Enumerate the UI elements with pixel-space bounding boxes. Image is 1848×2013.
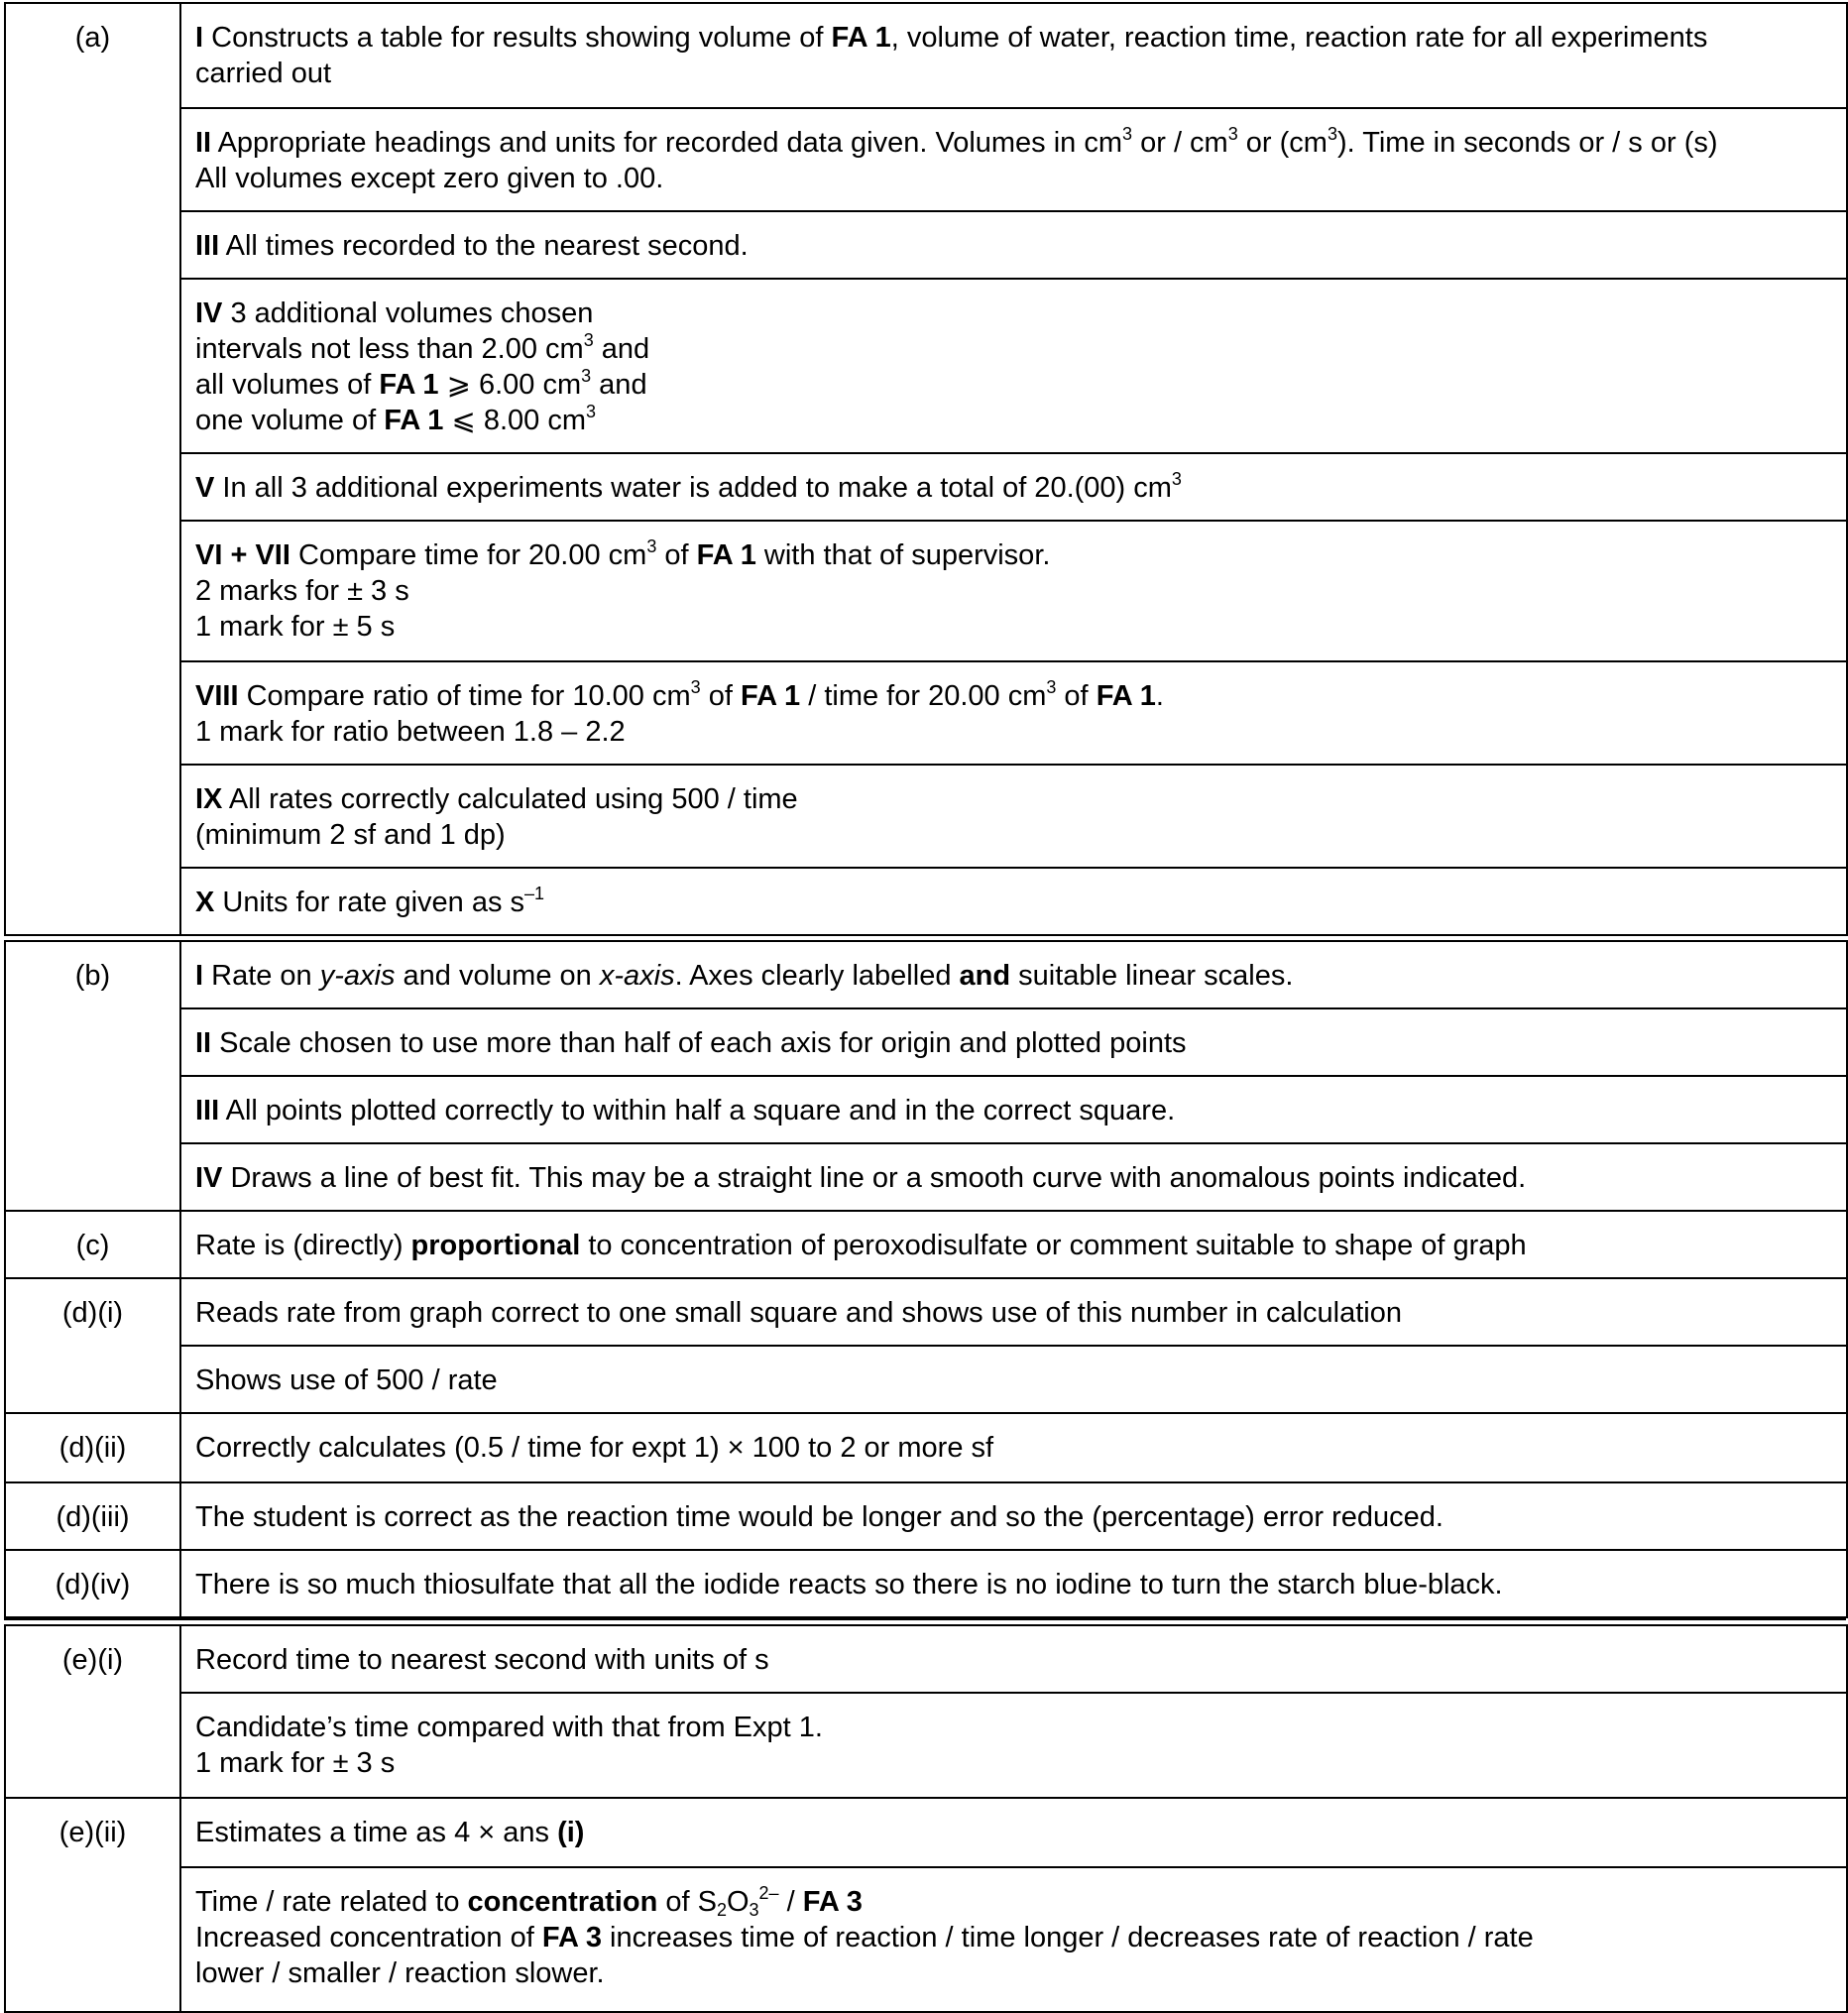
criterion-text: Appropriate headings and units for recorded data given. Volumes in cm (211, 127, 1123, 159)
criterion-e-i-2 (180, 1693, 1847, 1798)
part-label-d-iv (5, 1550, 180, 1617)
criterion-line: 2 marks for ± 3 s (195, 575, 409, 607)
criterion-line (195, 678, 1832, 714)
superscript: 3 (1227, 124, 1238, 144)
criterion-line: Reads rate from graph correct to one small square and shows use of this number in calculation (195, 1297, 1403, 1329)
emphasis-word: concentration (467, 1886, 658, 1918)
criterion-text: with that of supervisor. (755, 539, 1051, 571)
criterion-line (195, 403, 1832, 438)
axis-term: x-axis (599, 960, 675, 992)
criterion-line: Candidate’s time compared with that from Expt 1. (195, 1712, 823, 1743)
criterion-a-vi-vii (180, 521, 1847, 661)
subscript: 2 (716, 1900, 727, 1920)
emphasis-word: and (959, 960, 1011, 992)
criterion-numeral: III (195, 230, 220, 262)
superscript: 3 (646, 536, 657, 556)
emphasis-word: (i) (557, 1817, 585, 1848)
criterion-text: Rate is (directly) (195, 1230, 411, 1261)
part-label-d-ii (5, 1413, 180, 1482)
criterion-numeral: V (195, 472, 215, 504)
criterion-numeral: I (195, 960, 204, 992)
criterion-text: All times recorded to the nearest second. (219, 230, 749, 262)
criterion-line (195, 228, 1832, 264)
criterion-line (195, 537, 1832, 573)
criterion-line (195, 125, 1832, 161)
superscript: 3 (1046, 677, 1057, 697)
part-label-text: (e)(i) (61, 1644, 124, 1676)
criterion-line (195, 331, 1832, 367)
part-label-text: (d)(iii) (56, 1501, 130, 1533)
criterion-e-ii-2 (180, 1867, 1847, 2012)
part-label-a (5, 3, 180, 935)
criterion-text: ⩽ 8.00 cm (443, 405, 586, 436)
superscript: 3 (1327, 124, 1337, 144)
criterion-text: ). Time in seconds or / s or (s) (1336, 127, 1718, 159)
criterion-numeral: IX (195, 783, 223, 815)
criterion-text: Units for rate given as s (214, 887, 525, 918)
criterion-line (195, 296, 1832, 331)
criterion-a-viii (180, 661, 1847, 765)
criterion-text: one volume of (195, 405, 385, 436)
criterion-line (195, 1815, 1832, 1850)
criterion-line: 1 mark for ± 3 s (195, 1747, 396, 1779)
criterion-b-iv (180, 1143, 1847, 1211)
criterion-line: All volumes except zero given to .00. (195, 163, 664, 194)
superscript: 3 (1171, 469, 1182, 489)
superscript: 3 (581, 366, 592, 386)
criterion-a-ix (180, 765, 1847, 868)
criterion-line (195, 1884, 1832, 1920)
part-label-text: (d)(ii) (58, 1432, 127, 1464)
criterion-text: and (591, 369, 647, 401)
criterion-text: All rates correctly calculated using 500 / time (222, 783, 798, 815)
criterion-text: / time for 20.00 cm (800, 680, 1047, 712)
criterion-numeral: II (195, 127, 212, 159)
criterion-text: of (1056, 680, 1097, 712)
part-label-b (5, 941, 180, 1211)
criterion-d-i-2 (180, 1346, 1847, 1413)
criterion-numeral: IV (195, 297, 223, 329)
criterion-numeral: III (195, 1095, 220, 1126)
criterion-line: lower / smaller / reaction slower. (195, 1957, 605, 1989)
reagent-name: FA 1 (1096, 680, 1156, 712)
criterion-text: , volume of water, reaction time, reaction rate for all experiments (890, 22, 1708, 54)
reagent-name: FA 3 (802, 1886, 863, 1918)
criterion-text: intervals not less than 2.00 cm (195, 333, 584, 365)
criterion-text: Increased concentration of (195, 1922, 542, 1954)
block-divider (4, 934, 1846, 936)
criterion-a-iii (180, 211, 1847, 279)
part-label-text: (e)(ii) (58, 1817, 127, 1848)
criterion-line (195, 958, 1832, 994)
criterion-text: . (1155, 680, 1164, 712)
criterion-line (195, 470, 1832, 506)
criterion-line (195, 1160, 1832, 1196)
criterion-a-x (180, 868, 1847, 935)
reagent-name: FA 1 (379, 369, 439, 401)
criterion-line (195, 1025, 1832, 1061)
criterion-text: Scale chosen to use more than half of each axis for origin and plotted points (211, 1027, 1187, 1059)
criterion-text: and (593, 333, 650, 365)
criterion-line (195, 1920, 1832, 1955)
criterion-e-i-1 (180, 1625, 1847, 1693)
superscript: 3 (1122, 124, 1133, 144)
criterion-text: or (cm (1237, 127, 1328, 159)
criterion-d-i-1 (180, 1278, 1847, 1346)
criterion-line: carried out (195, 58, 332, 89)
criterion-text: Estimates a time as 4 × ans (195, 1817, 558, 1848)
subscript: 3 (749, 1900, 759, 1920)
part-label-text: (b) (74, 960, 111, 992)
criterion-text: Compare time for 20.00 cm (289, 539, 647, 571)
part-label-text: (d)(iv) (55, 1569, 131, 1600)
criterion-e-ii-1 (180, 1798, 1847, 1867)
superscript: –1 (524, 884, 545, 903)
criterion-numeral: II (195, 1027, 212, 1059)
reagent-name: FA 1 (740, 680, 801, 712)
criterion-line: (minimum 2 sf and 1 dp) (195, 819, 506, 851)
part-label-c (5, 1211, 180, 1278)
criterion-text: In all 3 additional experiments water is added to make a total of 20.(00) cm (214, 472, 1172, 504)
criterion-text: to concentration of peroxodisulfate or comment suitable to shape of graph (580, 1230, 1527, 1261)
criterion-numeral: I (195, 22, 204, 54)
superscript: 3 (585, 402, 596, 421)
criterion-line (195, 20, 1832, 56)
criterion-c (180, 1211, 1847, 1278)
criterion-numeral: VI + VII (195, 539, 290, 571)
criterion-line (195, 367, 1832, 403)
criterion-text: all volumes of (195, 369, 380, 401)
part-label-e-ii (5, 1798, 180, 2012)
criterion-line: Record time to nearest second with units of s (195, 1644, 769, 1676)
criterion-line (195, 885, 1832, 920)
criterion-numeral: X (195, 887, 215, 918)
reagent-name: FA 1 (831, 22, 891, 54)
superscript: 2– (758, 1883, 779, 1903)
part-label-d-iii (5, 1482, 180, 1550)
criterion-text: Time / rate related to (195, 1886, 468, 1918)
reagent-name: FA 1 (384, 405, 444, 436)
superscript: 3 (583, 330, 594, 350)
part-label-e-i (5, 1625, 180, 1798)
marking-table-part-a (4, 2, 1848, 936)
criterion-text: O (726, 1886, 750, 1918)
criterion-text: . Axes clearly labelled (674, 960, 960, 992)
criterion-text: All points plotted correctly to within half a square and in the correct square. (219, 1095, 1176, 1126)
criterion-line (195, 1228, 1832, 1263)
criterion-d-iii (180, 1482, 1847, 1550)
part-label-text: (a) (74, 22, 111, 54)
block-divider (4, 1618, 1846, 1620)
criterion-line: The student is correct as the reaction time would be longer and so the (percentage) error reduced. (195, 1501, 1444, 1533)
criterion-a-i (180, 3, 1847, 108)
criterion-a-iv (180, 279, 1847, 453)
criterion-text: 3 additional volumes chosen (222, 297, 594, 329)
criterion-text: suitable linear scales. (1010, 960, 1294, 992)
criterion-line: Correctly calculates (0.5 / time for expt 1) × 100 to 2 or more sf (195, 1432, 994, 1464)
criterion-numeral: VIII (195, 680, 239, 712)
superscript: 3 (690, 677, 701, 697)
criterion-line (195, 781, 1832, 817)
axis-term: y-axis (319, 960, 396, 992)
emphasis-word: proportional (410, 1230, 581, 1261)
part-label-text: (d)(i) (61, 1297, 124, 1329)
reagent-name: FA 1 (696, 539, 756, 571)
criterion-b-ii (180, 1008, 1847, 1076)
marking-table-part-e (4, 1624, 1848, 2013)
criterion-d-iv (180, 1550, 1847, 1617)
criterion-text: of (656, 539, 697, 571)
criterion-text: / (778, 1886, 803, 1918)
criterion-text: of (700, 680, 741, 712)
criterion-a-ii (180, 108, 1847, 211)
part-label-d-i (5, 1278, 180, 1413)
criterion-text: of S (657, 1886, 717, 1918)
criterion-b-iii (180, 1076, 1847, 1143)
criterion-text: Constructs a table for results showing volume of (203, 22, 832, 54)
criterion-a-v (180, 453, 1847, 521)
criterion-line: 1 mark for ratio between 1.8 – 2.2 (195, 716, 626, 748)
criterion-text: Compare ratio of time for 10.00 cm (238, 680, 691, 712)
criterion-b-i (180, 941, 1847, 1008)
criterion-line (195, 1093, 1832, 1128)
criterion-text: Rate on (203, 960, 320, 992)
criterion-line: 1 mark for ± 5 s (195, 611, 396, 643)
criterion-text: and volume on (395, 960, 600, 992)
criterion-d-ii (180, 1413, 1847, 1482)
criterion-text: Draws a line of best fit. This may be a straight line or a smooth curve with anomalous points indicated. (222, 1162, 1527, 1194)
criterion-line: Shows use of 500 / rate (195, 1364, 498, 1396)
criterion-line: There is so much thiosulfate that all the iodide reacts so there is no iodine to turn the starch blue-black. (195, 1569, 1503, 1600)
criterion-text: or / cm (1132, 127, 1228, 159)
criterion-text: ⩾ 6.00 cm (438, 369, 582, 401)
criterion-text: increases time of reaction / time longer / decreases rate of reaction / rate (602, 1922, 1534, 1954)
marking-table-parts-b-d (4, 940, 1848, 1618)
part-label-text: (c) (75, 1230, 110, 1261)
criterion-numeral: IV (195, 1162, 223, 1194)
reagent-name: FA 3 (541, 1922, 602, 1954)
